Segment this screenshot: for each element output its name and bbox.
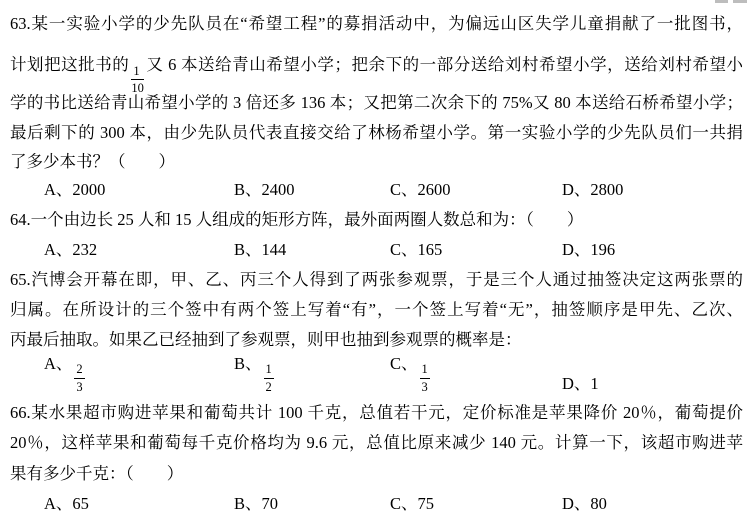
question-63-options xyxy=(10,175,743,205)
option-b xyxy=(234,350,390,397)
question-65 xyxy=(10,265,743,397)
option-a xyxy=(44,350,234,397)
question-66-line2: 20％，这样苹果和葡萄每千克价格均为 9.6 元，总值比原来减少 140 元。计算一下，该超市购进苹 xyxy=(10,433,743,452)
question-63-line3: 学的书比送给青山希望小学的 3 倍还多 136 本；又把第二次余下的 75%又 80 本送给石桥希望小学； xyxy=(10,93,743,112)
option-a: A、232 xyxy=(44,240,98,259)
option-value: 1 xyxy=(590,374,599,393)
option-label: A、 xyxy=(44,354,73,374)
option-label: D、 xyxy=(562,374,591,393)
option-c: C、2600 xyxy=(390,180,451,199)
fraction-numerator: 2 xyxy=(74,362,84,378)
scan-artifact xyxy=(715,0,749,4)
question-64-options xyxy=(10,235,743,265)
option-d: D、196 xyxy=(562,240,616,259)
question-66-options xyxy=(10,489,743,519)
fraction-denominator: 2 xyxy=(265,379,272,394)
question-65-line1: 65.汽博会开幕在即，甲、乙、丙三个人得到了两张参观票，于是三个人通过抽签决定这两张票的 xyxy=(10,270,743,289)
fraction-1-3 xyxy=(420,362,430,394)
fraction-numerator: 1 xyxy=(264,362,274,378)
fraction-1-2 xyxy=(264,362,274,394)
question-65-options xyxy=(10,355,743,397)
question-63 xyxy=(10,6,743,205)
question-65-line2: 归属。在所设计的三个签中有两个签上写着“有”，一个签上写着“无”，抽签顺序是甲先、乙次、 xyxy=(10,300,743,319)
fraction-numerator: 1 xyxy=(420,362,430,378)
fraction-2-3 xyxy=(74,362,84,394)
option-d xyxy=(562,370,743,397)
option-c: C、165 xyxy=(390,240,443,259)
question-64-line1: 64.一个由边长 25 人和 15 人组成的矩形方阵，最外面两圈人数总和为：（ ） xyxy=(10,210,584,229)
option-c: C、75 xyxy=(390,494,435,513)
question-63-line2 xyxy=(10,42,744,96)
fraction-denominator: 3 xyxy=(76,379,83,394)
question-64 xyxy=(10,205,743,265)
question-63-line5: 了多少本书？（ ） xyxy=(10,152,175,171)
question-63-line1: 63.某一实验小学的少先队员在“希望工程”的募捐活动中，为偏远山区失学儿童捐献了一批图书， xyxy=(10,14,743,33)
question-65-line3: 丙最后抽取。如果乙已经抽到了参观票，则甲也抽到参观票的概率是： xyxy=(10,330,522,349)
fraction-numerator: 1 xyxy=(131,64,144,80)
option-b: B、2400 xyxy=(234,180,295,199)
question-66-line1: 66.某水果超市购进苹果和葡萄共计 100 千克，总值若干元，定价标准是苹果降价 20％，葡萄提价 xyxy=(10,403,743,422)
fraction-denominator: 10 xyxy=(131,81,144,96)
option-a: A、65 xyxy=(44,494,89,513)
question-66-line3: 果有多少千克：（ ） xyxy=(10,464,184,483)
option-label: B、 xyxy=(234,354,262,374)
question-66 xyxy=(10,397,743,519)
option-d: D、80 xyxy=(562,494,607,513)
question-63-line2-post: 又 6 本送给青山希望小学；把余下的一部分送给刘村希望小学，送给刘村希望小 xyxy=(145,55,744,74)
question-63-line2-pre: 计划把这批书的 xyxy=(10,55,130,74)
option-label: C、 xyxy=(390,354,418,374)
option-b: B、70 xyxy=(234,494,279,513)
option-b: B、144 xyxy=(234,240,287,259)
option-c xyxy=(390,350,562,397)
fraction-denominator: 3 xyxy=(421,379,428,394)
option-d: D、2800 xyxy=(562,180,624,199)
option-a: A、2000 xyxy=(44,180,106,199)
question-63-line4: 最后剩下的 300 本，由少先队员代表直接交给了林杨希望小学。第一实验小学的少先队员们一共捐 xyxy=(10,123,743,142)
